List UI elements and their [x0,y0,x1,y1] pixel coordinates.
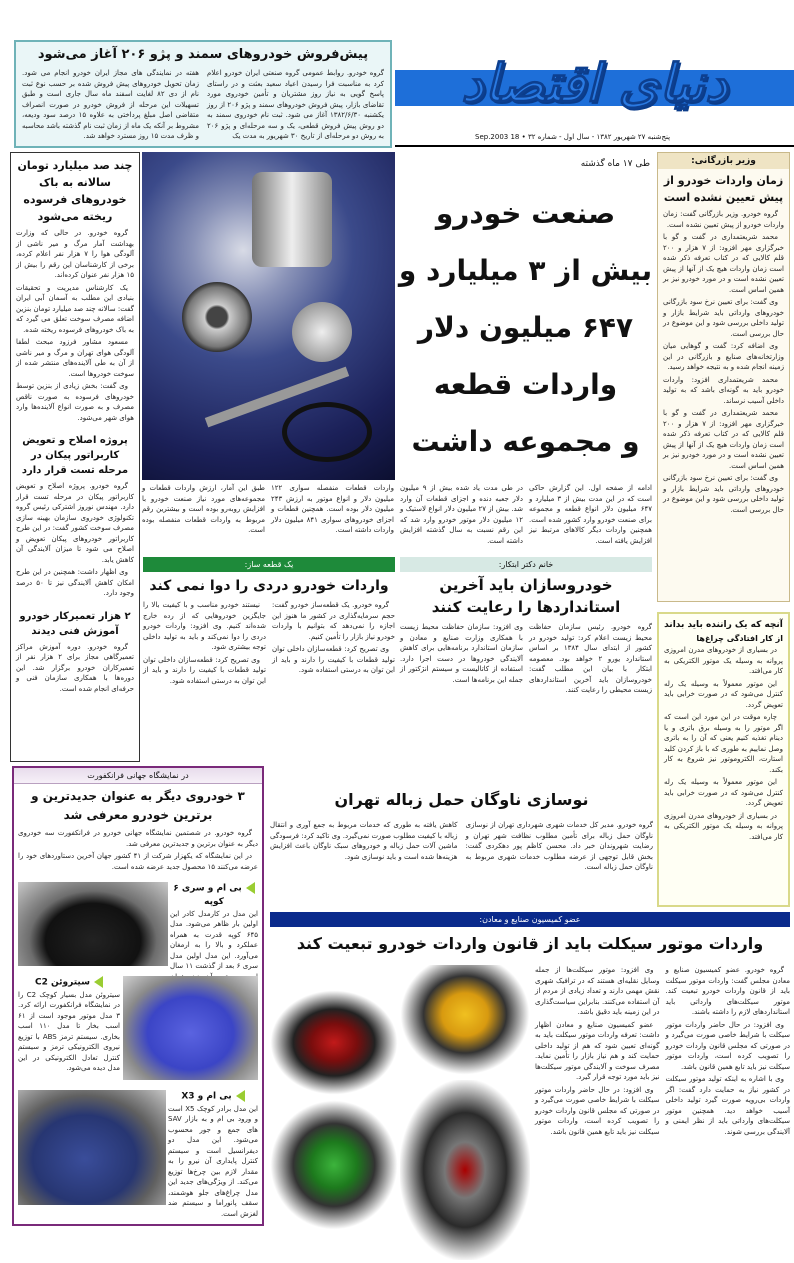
section-bar-parts-maker: یک قطعه ساز: [143,557,395,572]
paragraph: محمد شریعتمداری در گفت و گو با خبرگزاری مهر افزود: از ۷ هزار و ۲۰۰ قلم کالایی که در کتاب تعرفه ذکر شده است زمان واردات هیچ یک از آنها از پیش تعیین نشده است و در مورد خودرو نیز بر همین اساس است. [663,409,785,470]
car-item [18,882,258,972]
top-news-title: پیش‌فروش خودروهای سمند و پژو ۲۰۶ آغاز می‌شود [37,47,369,62]
frankfurt-box [12,766,264,1226]
story-title: چند صد میلیارد تومان سالانه به باک خودروهای فرسوده ریخته می‌شود [17,159,133,223]
bmw-x3-photo [18,1090,166,1205]
story-column: گروه خودرو. مدیر کل خدمات شهری شهرداری تهران از نوسازی ناوگان حمل زباله برای تأمین مطلوب نظافت شهر تهران و رضایت شهروندان خبر داد. محسن کاظم پور دهکردی گفت: بخش قابل توجهی از عرضه مطلوب خدمات شهری مربوط به ناوگان حمل زباله است. [465,821,653,871]
paragraph: وی گفت: برای تعیین نرخ سود بازرگانی خودروهای وارداتی باید شرایط بازار و تولید داخلی بررسی شود و این موضوع در حال بررسی است. [663,298,784,338]
paragraph: محمد شریعتمداری در گفت و گو با خبرگزاری مهر افزود: از ۷ هزار و ۲۰۰ قلم کالایی که در کتاب تعرفه ذکر شده است زمان واردات هیچ یک از آنها از پیش تعیین نشده است و در مورد خودرو نیز بر همین اساس است. [663,233,785,294]
paragraph: چاره موقت در این مورد این است که اگر موتور را به وسیله برق باتری و یا دینام تغذیه کنیم یعنی که آن را به باتری وصل نماییم به طوری که با باز کردن کلید استارت، الکتروموتور نیز شروع به کار بکند. [664,713,783,774]
paragraph: در بسیاری از خودروهای مدرن امروزی پروانه به وسیله یک موتور الکتریکی به کار می‌افتد. [664,646,783,675]
auto-parts-photo [142,152,395,480]
car-name [170,882,258,909]
box-title: آنچه که یک راننده باید بداند [664,620,783,630]
story-title: خودروسازان باید آخرین استانداردها را رعایت کنند [431,576,621,616]
paragraph: محمد شریعتمداری افزود: واردات خودرو باید به گونه‌ای باشد که به تولید داخلی آسیب نرساند. [663,375,784,405]
story-body [143,600,395,762]
car-text: سیتروئن مدل بسیار کوچک C2 را در نمایشگاه فرانکفورت ارائه کرد. ۳ مدل موتور موجود است از ۶۱ اسب بخار تا مدل ۱۱۰ اسب بخاری. سیستم ترمز ABS با توزیع نیروی الکترونیکی ترمز و سیستم کنترل تعادل الکترونیکی در این مدل دیده می‌شود. [18,990,120,1072]
story-body [535,965,790,1257]
feature-column: ادامه از صفحه اول. این گزارش حاکی است که در این مدت بیش از ۳ میلیارد و ۶۴۷ میلیون دلار انواع قطعه و مجموعه برای صنعت خودرو وارد کشور شده است. همچنین واردات دیگر کالاهای مرتبط نیز افزایش یافته است. [529,484,652,545]
box-subtitle: از کار افتادگی چراغ‌ها [696,634,783,643]
arrow-icon [236,1090,245,1102]
newspaper-logo: دنیای اقتصاد [460,54,729,114]
paragraph: وی تصریح کرد: قطعه‌سازان داخلی توان تولید قطعات با کیفیت را دارند و باید از این توان به درستی استفاده شود. [143,655,266,685]
story-body [400,622,652,762]
story-title: واردات موتور سیکلت باید از قانون واردات خودرو تبعیت کند [296,934,764,953]
arrow-icon [246,882,255,894]
frankfurt-bar: در نمایشگاه جهانی فرانکفورت [14,768,262,784]
yellow-motorcycle-photo [400,965,530,1075]
paragraph: وی تصریح کرد: قطعه‌سازان داخلی توان تولید قطعات با کیفیت را دارند و باید از این توان به درستی استفاده شود. [272,645,395,674]
car-name [168,1090,258,1104]
masthead [395,40,794,150]
left-column [10,152,140,762]
paragraph: عضو کمیسیون صنایع و معادن اظهار داشت: تعرفه واردات موتور سیکلت باید به گونه‌ای تعیین شود که هم از تولید داخلی حمایت کند و هم نیاز بازار را تأمین نماید. مصرف سوخت و آلایندگی موتور سیکلت‌ها نیز باید مورد توجه قرار گیرد. [535,1020,660,1081]
car-name-text: سیتروئن C2 [35,977,90,988]
paragraph: وی گفت: بخش زیادی از بنزین توسط خودروهای فرسوده به صورت ناقص مصرف و به صورت انواع آلاینده‌ها وارد هوای شهر می‌شود. [16,382,134,422]
paragraph: وی گفت: برای تعیین نرخ سود بازرگانی خودروهای وارداتی باید شرایط بازار و تولید داخلی بررسی شود و این موضوع در حال بررسی است. [663,474,784,514]
paragraph: یک کارشناس مدیریت و تحقیقات بنیادی این مطلب به آسمان آبی ایران گفت: سالانه چند صد میلیارد تومان بنزین اضافه مصرف سوخت تعلق می گیرد که به باک خودروهای فرسوده ریخته شده. [16,283,134,334]
story-title: نوسازی ناوگان حمل زباله تهران [334,790,589,809]
paragraph: مسعود مشاور فرزود مبحث لطفا آلودگی هوای تهران و مرگ و میر ناشی از آن به طی آلاینده‌های منتشر شده از سوخت خودروها است. [16,338,134,378]
paragraph: نیستند خودرو مناسب و با کیفیت بالا را جایگزین خودروهایی که از رده خارج شده‌اند کنیم. وی افزود: واردات خودرو دردی را دوا نمی‌کند و باید به تولید داخلی توجه بیشتری شود. [143,601,266,651]
top-news-col2: هفته در نمایندگی های مجاز ایران خودرو انجام می شود. زمان تحویل خودروهای پیش فروش شده بر حسب نوع ثبت نام از دی ۸۲ لغایت اسفند ماه سال جاری است و طبق تسهیلات این مرحله از فروش خودرو در صورت انصراف متقاضی اصل مبلغ پرداختی به علاوه ۱۵ درصد سود ودیعه، مشروط بر آنکه یک ماه از زمان ثبت نام گذشته باشد محاسبه و ظرف مدت ۱۵ روز مسترد خواهد شد. [22,69,199,140]
frankfurt-intro [18,828,258,878]
feature-column: طبق این آمار، ارزش واردات قطعات و مجموعه‌های مورد نیاز صنعت خودرو با افزایش روبه‌رو بوده است و بیشترین رقم مربوط به واردات قطعات منفصله بوده است. [142,484,265,534]
red-motorcycle-photo [270,990,398,1095]
ebtekar-story [400,574,652,762]
story-column [143,600,266,762]
paragraph: وی افزود: در حال حاضر واردات موتور سیکلت با شرایط خاصی صورت می‌گیرد و در صورتی که مجلس قانون واردات خودرو را تصویب کرده است، واردات موتور سیکلت نیز باید تابع همین قانون باشد. [535,1085,660,1136]
car-name-text: بی ام و سری ۶ کوپه [173,883,242,907]
paragraph: وی اظهار داشت: همچنین در این طرح امکان کاهش آلایندگی نیز تا ۵۰ درصد وجود دارد. [16,568,134,597]
frankfurt-title: ۳ خودروی دیگر به عنوان جدیدترین و برترین خودرو معرفی شد [31,789,245,822]
paragraph: وی با اشاره به اینکه تولید موتور سیکلت در کشور نیاز به حمایت دارد گفت: اگر واردات بی‌رویه صورت گیرد تولید داخلی آسیب خواهد دید. همچنین موتور سیکلت‌های وارداتی باید از نظر ایمنی و آلایندگی بررسی شوند. [665,1075,790,1136]
paragraph: این موتور معمولاً به وسیله یک رله کنترل می‌شود که در صورت خرابی باید تعویض گردد. [664,778,783,807]
bmw-6-series-photo [18,882,168,966]
car-text: این مدل برادر کوچک X5 است و ورود بی ام و به بازار SAV های جمع و جور محسوب می‌شود. این مدل دو دیفرانسیل است و سیستم کنترل پایداری آن نیرو را به مقدار لازم بین چرخ‌ها توزیع می‌کند. از ویژگی‌های جدید این مدل چراغ‌های جلو هوشمند، سقف پانوراما و سیستم ضد لغزش است. [168,1104,258,1218]
box-title: زمان واردات خودرو از پیش تعیین نشده است [663,174,784,204]
paragraph: وی اضافه کرد: گفت و گوهایی میان وزارتخانه‌های صنایع و بازرگانی در این زمینه انجام شده و به نتیجه خواهد رسید. [663,342,784,371]
dateline: پنج‌شنبه ۲۷ شهریور ۱۳۸۲ - سال اول - شماره ۳۲ • 18 Sep.2003 [395,132,794,147]
section-bar-ebtekar: خانم دکتر ابتکار: [400,557,652,572]
story-column: وی افزود: سازمان حفاظت محیط زیست با همکاری وزارت صنایع و معادن و سازمان استاندارد برنامه‌هایی برای کاهش آلایندگی خودروها در دست اجرا دارد. استفاده از کاتالیست و سیستم انژکتور از جمله این برنامه‌ها است. [400,623,523,684]
story-title: ۲ هزار تعمیرکار خودرو آموزش فنی دیدند [19,610,131,637]
story-title: واردات خودرو دردی را دوا نمی کند [149,578,389,594]
feature-column: واردات قطعات منفصله سواری ۱۲۲ میلیون دلار و انواع موتور به ارزش ۲۴۳ میلیون دلار بوده است. همچنین قطعات و اجزای خودروهای سواری ۸۴۱ میلیون دلار واردات داشته است. [271,484,394,534]
garbage-story [270,788,653,906]
feature-body [142,483,652,555]
green-motorcycle-photo [270,1100,398,1230]
car-item [18,1090,258,1218]
paragraph: گروه خودرو. دوره آموزش مراکز تعمیرگاهی مجاز برای ۲ هزار نفر از تعمیرکاران خودرو برگزار شد. این دوره‌ها با همکاری سازمان فنی و حرفه‌ای انجام شده است. [16,642,134,693]
feature-kicker: طی ۱۷ ماه گذشته [580,159,650,169]
feature-column: در طی مدت یاد شده بیش از ۹ میلیون دلار جعبه دنده و اجزای قطعات آن وارد شد. بیش از ۲۷ میلیون دلار انواع لاستیک و ۱۲ میلیون دلار موتور خودرو وارد شد که این رقم نسبت به سال گذشته افزایش داشته است. [400,484,523,545]
story-column [272,600,395,762]
paragraph: گروه خودرو. در حالی که وزارت بهداشت آمار مرگ و میر ناشی از آلودگی هوا را ۷ هزار نفر اعلام کرده، برخی از کارشناسان این رقم را بیش از ۱۵ هزار نفر عنوان کرده‌اند. [16,229,134,279]
top-news-box [14,40,392,148]
story-body [16,642,134,758]
box-body [664,645,783,842]
paragraph: در بسیاری از خودروهای مدرن امروزی پروانه به وسیله یک موتور الکتریکی به کار می‌افتد. [664,811,783,841]
paragraph: گروه خودرو. در شصتمین نمایشگاه جهانی خودرو در فرانکفورت سه خودروی دیگر به عنوان برترین و جدیدترین معرفی شد. [18,829,258,848]
silver-motorcycle-photo [400,1080,530,1260]
paragraph: گروه خودرو. وزیر بازرگانی گفت: زمان واردات خودرو از پیش تعیین نشده است. [663,210,784,229]
arrow-icon [94,976,103,988]
top-news-col1: گروه خودرو. روابط عمومی گروه صنعتی ایران خودرو اعلام کرد به مناسبت فرا رسیدن اعیاد سعید بعثت و در راستای پاسخ گویی به نیاز روز مشتریان و تأمین خودروی مورد تقاضای بازار، پیش فروش خودروهای سمند و پژو ۲۰۶ از روز یکشنبه ۱۳۸۲/۶/۳۰ آغاز می شود. ثبت نام خودروی سمند به دو روش پیش فروش قطعی، یک و سه مرحله‌ای و پژو ۲۰۶ به روش دو مرحله‌ای از تاریخ ۳۰ شهریور به مدت یک [207,69,384,140]
paragraph: این موتور معمولاً به وسیله یک رله کنترل می‌شود که در صورت خرابی باید تعویض گردد. [664,679,783,709]
story-body [270,820,653,906]
story-title: پروژه اصلاح و تعویض کاربراتور پیکان در مرحله تست قرار دارد [21,435,129,476]
feature-headline [398,185,653,470]
driver-tips-box [657,612,790,907]
car-item [18,976,258,1086]
car-name [18,976,120,990]
story-body [16,228,134,425]
section-bar-commission: عضو کمیسیون صنایع و معادن: [270,912,790,927]
headline-line: و مجموعه داشت [411,425,640,458]
commerce-minister-box [657,152,790,602]
headline-line: بیش از ۳ میلیارد و [398,254,653,287]
car-name-text: بی ام و X3 [181,1091,232,1102]
citroen-c2-photo [123,976,258,1080]
paragraph: وی افزود: در حال حاضر واردات موتور سیکلت با شرایط خاصی صورت می‌گیرد و در صورتی که مجلس قانون واردات خودرو را تصویب کرده است، واردات موتور سیکلت نیز باید تابع همین قانون باشد. [665,1020,790,1071]
story-body [16,481,134,601]
story-column: گروه خودرو. رئیس سازمان حفاظت محیط زیست اعلام کرد: تولید خودرو در کشور از ابتدای سال ۱۳۸۴ بر اساس استاندارد یورو ۲ خواهد بود. معصومه ابتکار با بیان این مطلب گفت: خودروسازان باید آخرین استانداردهای زیست محیطی را رعایت کنند. [529,623,652,694]
paragraph: وی افزود: موتور سیکلت‌ها از جمله وسایل نقلیه‌ای هستند که در ترافیک شهری نقش مهمی دارند و تعداد زیادی از مردم از آن استفاده می‌کنند. بنابراین سیاست‌گذاری در این زمینه باید دقیق باشد. [535,966,660,1016]
car-text: این مدل در کارمدل کادر این اولین بار ظاهر می‌شود. مدل ۶۴۵ کوپه قدرت به همراه عملکرد و بالا را به ارمغان می‌آورد. این مدل اولین مدل سری ۶ بعد از گذشت ۱۱ سال [170,909,258,970]
headline-line: واردات قطعه [433,368,618,401]
story-column: کاهش یافته به طوری که خدمات مربوط به جمع آوری و انتقال زباله با کیفیت مطلوب صورت نمی‌گیرد. وی تاکید کرد: فرسودگی ماشین آلات حمل زباله و خودروهای سبک ناوگان باعث افزایش هزینه‌ها شده است و باید نوسازی شود. [270,821,458,861]
headline-line: صنعت خودرو [435,197,616,230]
paragraph: در این نمایشگاه که یکهزار شرکت از ۴۱ کشور جهان آخرین دستاوردهای خود را عرضه می‌کنند ۱۵ محصول جدید عرضه شده است. [18,852,258,871]
box-kicker: وزیر بازرگانی: [658,153,789,169]
box-body [663,209,784,515]
parts-maker-story [143,576,395,762]
paragraph: گروه خودرو. یک قطعه‌ساز خودرو گفت: حجم سرمایه‌گذاری در کشور ما هنوز این اجازه را نمی‌دهد که بتوانیم با واردات خودرو نیاز بازار را تأمین کنیم. [272,601,395,641]
headline-line: ۶۴۷ میلیون دلار [417,311,634,344]
paragraph: گروه خودرو. عضو کمیسیون صنایع و معادن مجلس گفت: واردات موتور سیکلت باید از قانون واردات خودرو تبعیت کند. موتور سیکلت‌های وارداتی باید استانداردهای لازم را داشته باشند. [665,966,790,1016]
paragraph: گروه خودرو. پروژه اصلاح و تعویض کاربراتور پیکان در مرحله تست قرار دارد. مهندس نوروز اشترکی رئیس گروه تکنولوژی خودروی سازمان بهینه سازی مصرف سوخت کشور گفت: در این طرح کاربراتور خودروهای پیکان تعویض و اصلاح می شود تا میزان آلایندگی آن کاهش یابد. [16,482,134,564]
